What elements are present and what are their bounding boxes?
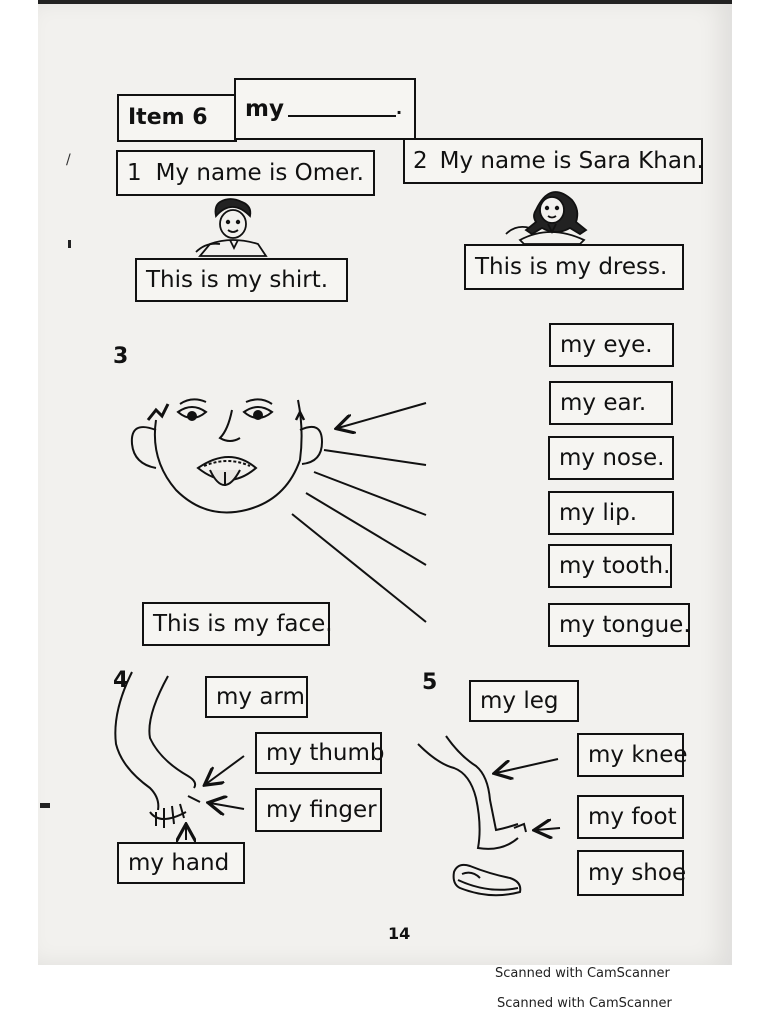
name-text-sara: My name is Sara Khan.	[439, 147, 704, 174]
face-illustration	[132, 399, 322, 512]
label-knee: my knee	[588, 741, 688, 768]
caption-face: This is my face.	[153, 610, 333, 637]
section5-number: 5	[422, 670, 438, 695]
pointer-finger	[210, 803, 244, 809]
label-arm: my arm	[216, 683, 305, 710]
pointer-lip	[306, 493, 426, 565]
label-foot: my foot	[588, 803, 677, 830]
margin-speck	[68, 240, 71, 248]
camscanner-watermark-1: Scanned with CamScanner	[495, 966, 670, 981]
page-number: 14	[388, 924, 411, 943]
pointer-foot	[536, 828, 560, 830]
caption-shirt: This is my shirt.	[146, 266, 329, 293]
label-tooth: my tooth.	[559, 552, 671, 579]
item-label: Item 6	[128, 105, 208, 130]
title-text: my	[245, 95, 284, 122]
margin-speck-2	[40, 803, 50, 808]
section3-number: 3	[113, 344, 129, 369]
title-box: my .	[234, 78, 416, 140]
section4-number: 4	[113, 668, 129, 693]
camscanner-watermark-2: Scanned with CamScanner	[497, 996, 672, 1011]
arm-illustration	[115, 672, 200, 828]
pointer-tooth	[292, 514, 426, 622]
label-lip: my lip.	[559, 499, 638, 526]
label-ear: my ear.	[560, 389, 647, 416]
label-tongue: my tongue.	[559, 611, 691, 638]
girl-illustration	[506, 192, 586, 244]
label-shoe: my shoe	[588, 859, 687, 886]
pointer-thumb	[206, 756, 244, 784]
shoe-illustration	[454, 865, 521, 895]
section2-number: 2	[413, 147, 428, 174]
section1-number: 1	[127, 159, 142, 186]
pointer-ear	[324, 450, 426, 465]
label-eye: my eye.	[560, 331, 653, 358]
pointer-eye	[338, 403, 426, 428]
pointer-knee	[496, 759, 558, 773]
label-nose: my nose.	[559, 444, 665, 471]
label-thumb: my thumb	[266, 739, 385, 766]
caption-dress: This is my dress.	[475, 253, 668, 280]
label-finger: my finger	[266, 796, 377, 823]
name-text-omer: My name is Omer.	[155, 159, 364, 186]
boy-illustration	[196, 199, 266, 256]
label-hand: my hand	[128, 849, 230, 876]
leg-illustration	[418, 736, 526, 849]
label-leg: my leg	[480, 687, 559, 714]
margin-mark: /	[66, 152, 71, 168]
